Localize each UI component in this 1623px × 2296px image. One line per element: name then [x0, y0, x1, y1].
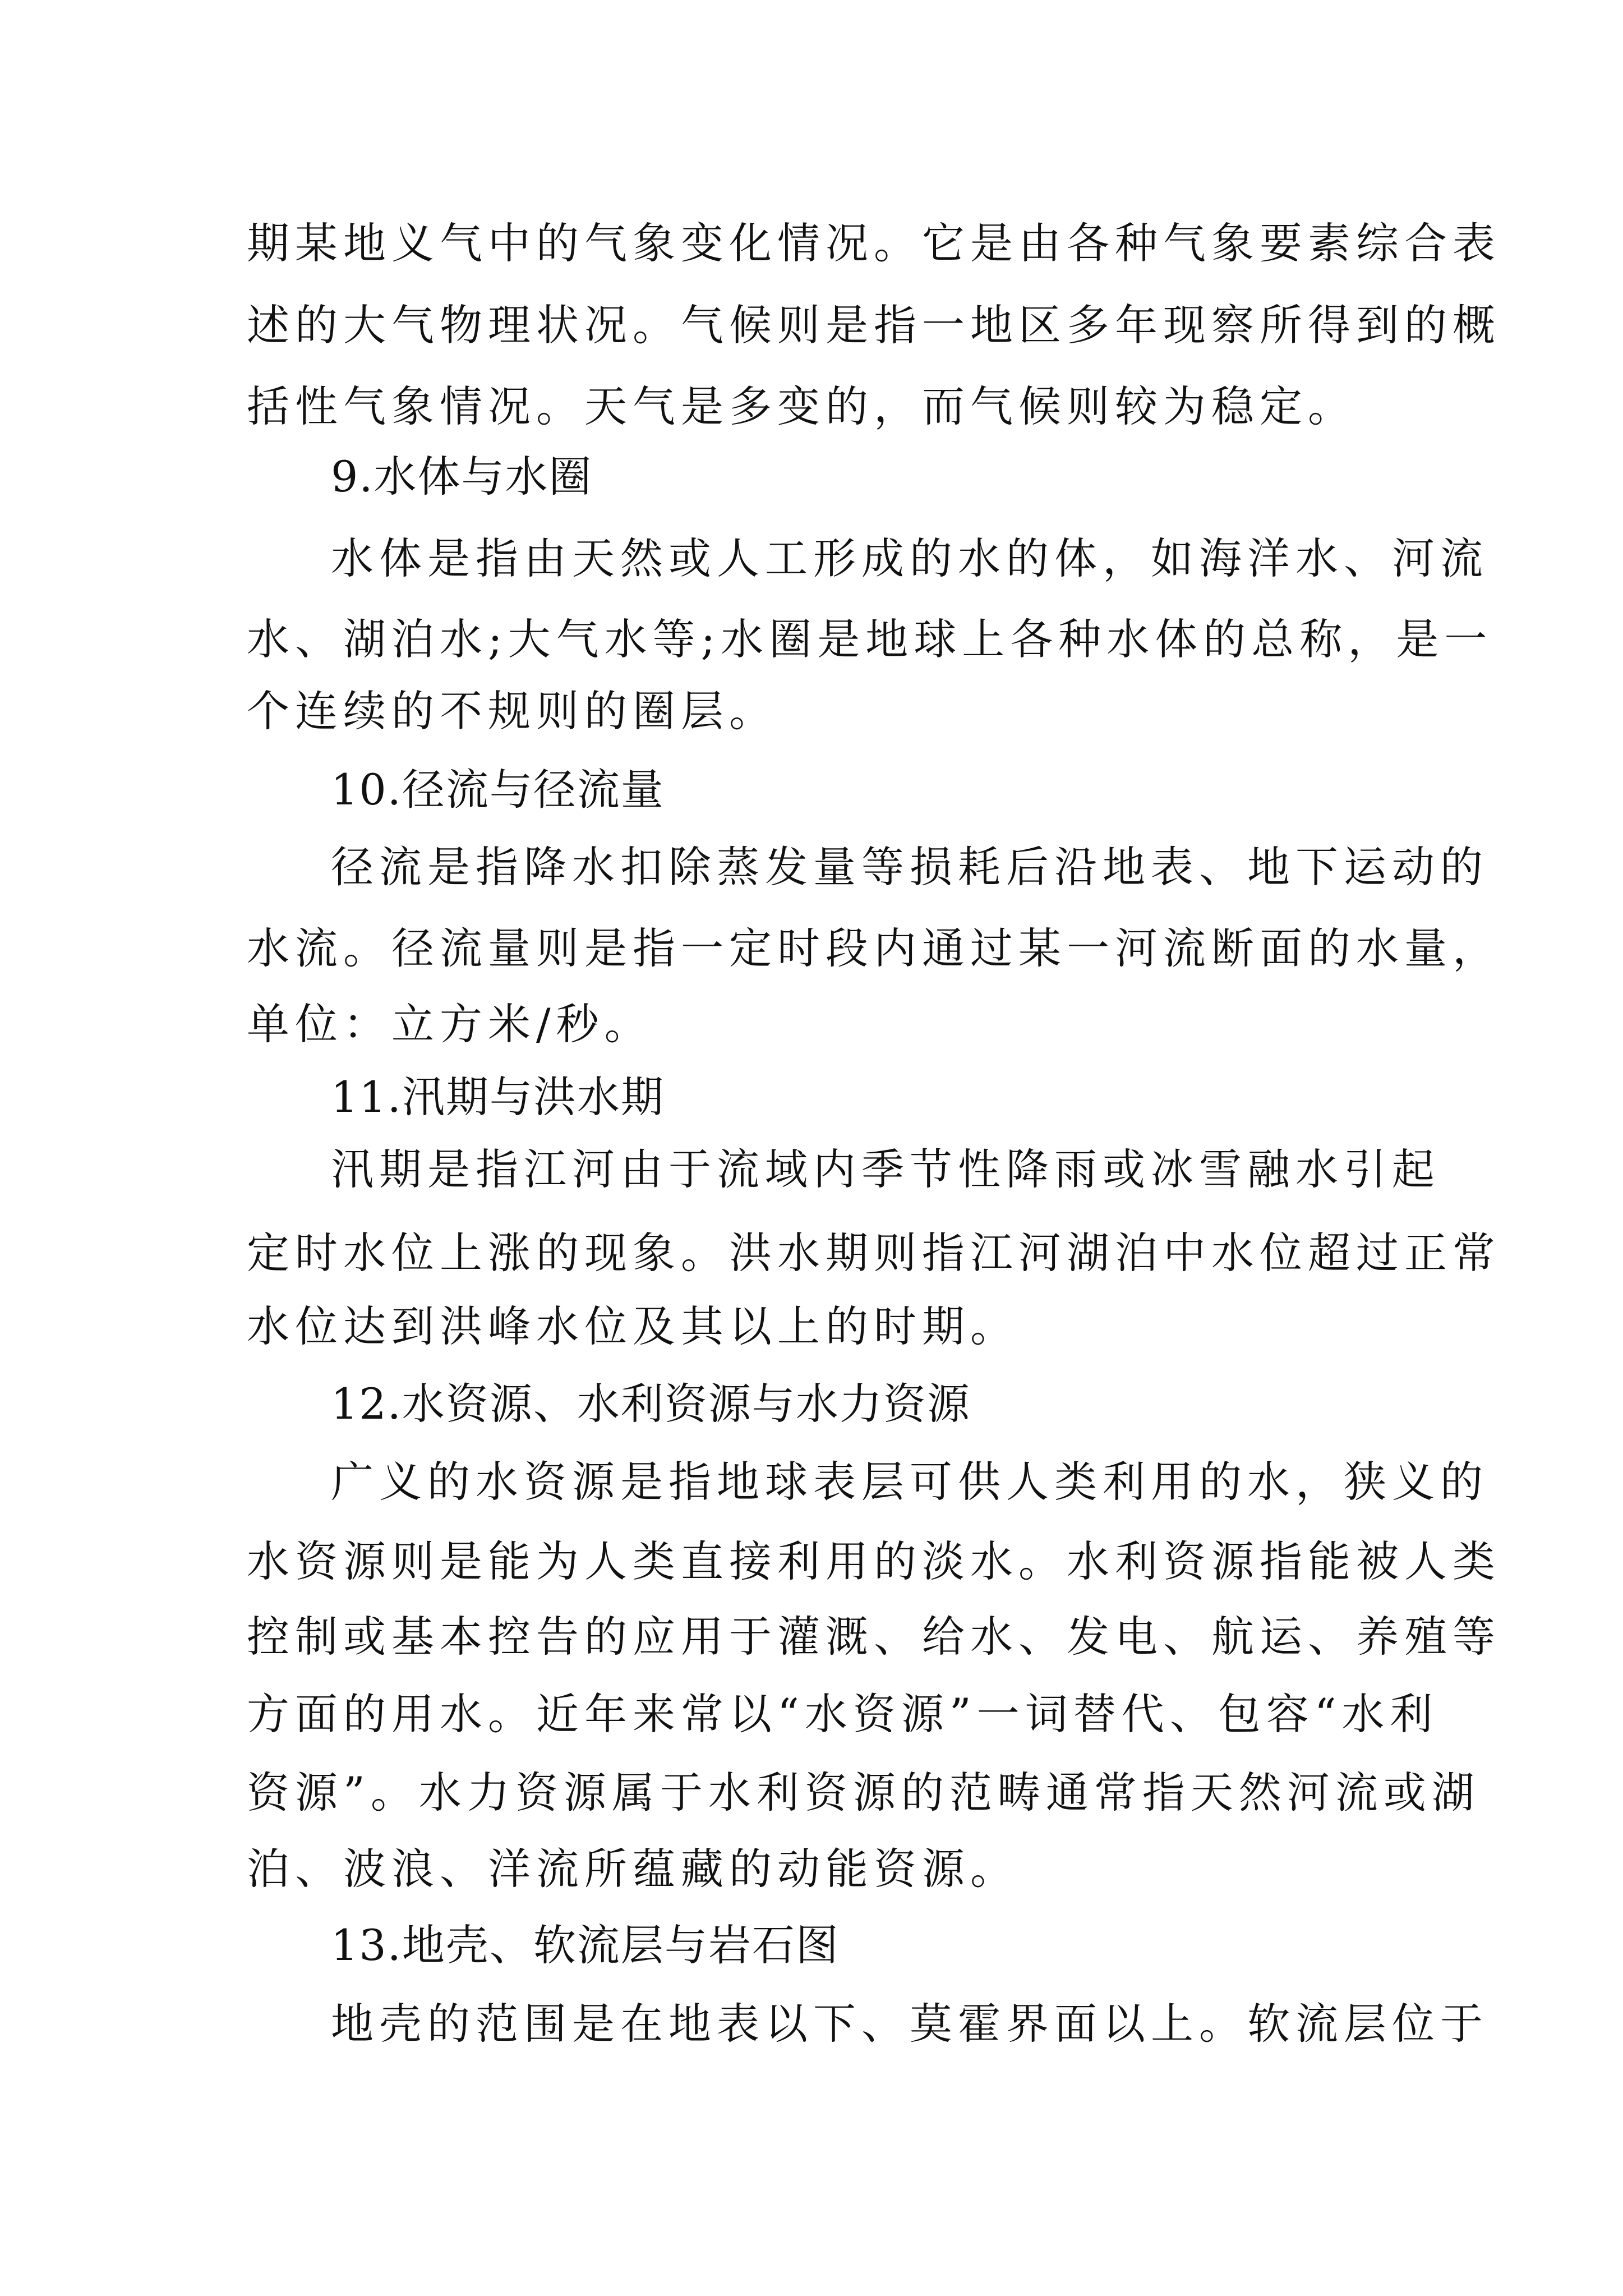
text-line: 控制或基本控告的应用于灌溉、给水、发电、航运、养殖等 — [247, 1612, 1501, 1662]
text-line: 水流。径流量则是指一定时段内通过某一河流断面的水量， — [247, 923, 1501, 973]
text-line: 广义的水资源是指地球表层可供人类利用的水，狭义的 — [331, 1457, 1488, 1507]
section-heading: 11.汛期与洪水期 — [331, 1072, 665, 1122]
text-line: 地壳的范围是在地表以下、莫霍界面以上。软流层位于 — [331, 1999, 1488, 2049]
text-line: 定时水位上涨的现象。洪水期则指江河湖泊中水位超过正常 — [247, 1228, 1501, 1278]
text-line: 径流是指降水扣除蒸发量等损耗后沿地表、地下运动的 — [331, 842, 1488, 892]
text-line: 述的大气物理状况。气候则是指一地区多年现察所得到的概 — [247, 300, 1501, 350]
text-line: 水体是指由天然或人工形成的水的体，如海洋水、河流 — [331, 533, 1488, 583]
text-line: 水、湖泊水;大气水等;水圈是地球上各种水体的总称，是一 — [247, 614, 1493, 664]
text-line: 汛期是指江河由于流域内季节性降雨或冰雪融水引起 — [331, 1144, 1440, 1194]
text-line: 期某地义气中的气象变化情况。它是由各种气象要素综合表 — [247, 218, 1501, 268]
text-line: 单位：立方米/秒。 — [247, 999, 653, 1049]
text-line: 水资源则是能为人类直接利用的淡水。水利资源指能被人类 — [247, 1536, 1501, 1586]
text-line: 个连续的不规则的圈层。 — [247, 686, 777, 736]
text-line: 资源”。水力资源属于水利资源的范畴通常指天然河流或湖 — [247, 1768, 1480, 1818]
section-heading: 10.径流与径流量 — [331, 765, 665, 815]
text-line: 泊、波浪、洋流所蕴藏的动能资源。 — [247, 1844, 1018, 1894]
section-heading: 9.水体与水圈 — [331, 452, 593, 501]
section-heading: 13.地壳、软流层与岩石图 — [331, 1920, 840, 1970]
section-heading: 12.水资源、水利资源与水力资源 — [331, 1379, 971, 1429]
text-line: 括性气象情况。天气是多变的，而气候则较为稳定。 — [247, 381, 1356, 431]
text-line: 方面的用水。近年来常以“水资源”一词替代、包容“水利 — [247, 1689, 1438, 1739]
text-line: 水位达到洪峰水位及其以上的时期。 — [247, 1301, 1018, 1351]
